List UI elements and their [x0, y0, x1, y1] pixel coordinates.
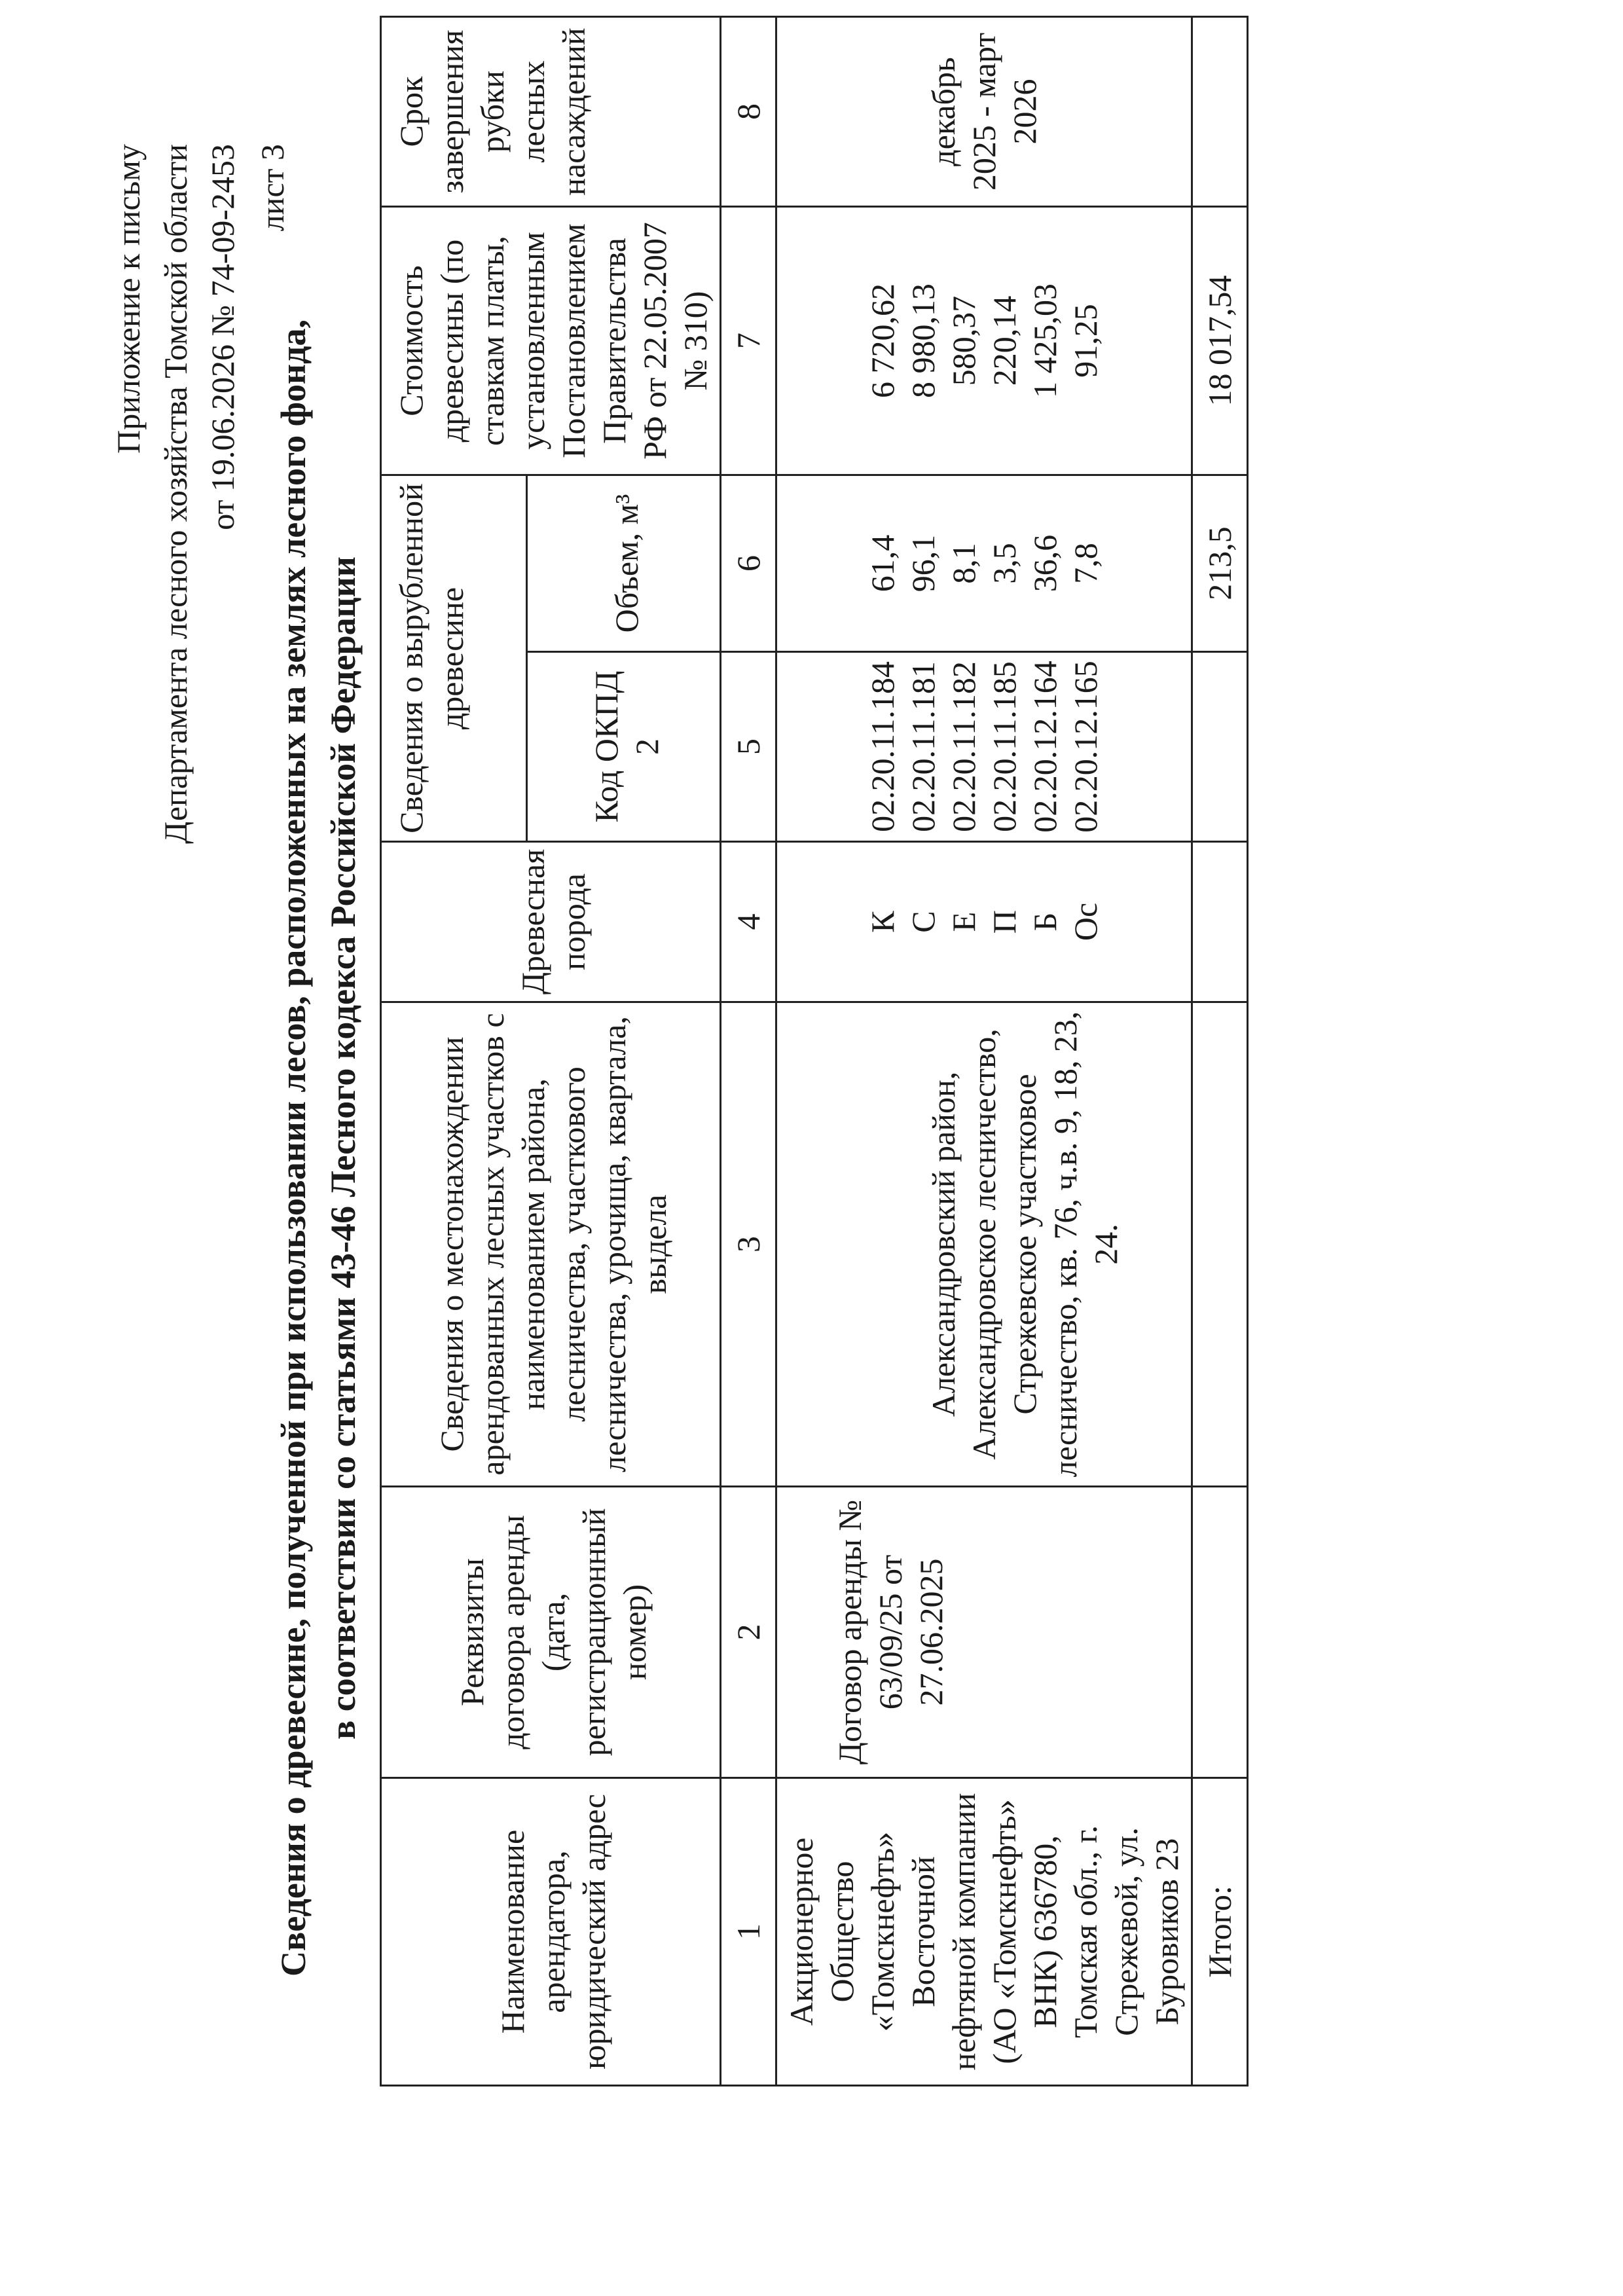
volume-cell	[776, 475, 1192, 652]
species-value: П	[986, 909, 1023, 934]
okpd-value: 02.20.12.165	[1067, 661, 1104, 833]
header-location: Сведения о местонахождении арендованных лесных участков с наименованием района, лесничества, участкового лесничества, урочища, квартала, выдела	[381, 1002, 721, 1487]
letter-attachment-header	[105, 144, 296, 844]
empty-cell	[1192, 842, 1248, 1002]
volume-value: 7,8	[1067, 543, 1104, 584]
volume-value: 96,1	[905, 534, 941, 592]
timber-info-table	[380, 16, 1249, 2086]
header-timber-group: Сведения о вырубленной древесине	[381, 475, 527, 842]
header-okpd: Код ОКПД 2	[527, 652, 721, 842]
cost-value: 220,14	[986, 295, 1023, 386]
volume-value: 3,5	[986, 543, 1023, 584]
volume-value: 8,1	[945, 543, 982, 584]
okpd-value: 02.20.11.181	[905, 661, 941, 832]
deadline-cell: декабрь 2025 - март 2026	[776, 17, 1192, 207]
contract-cell: Договор аренды № 63/09/25 от 27.06.2025	[776, 1487, 1192, 1778]
header-tenant: Наименование арендатора, юридический адрес	[381, 1778, 721, 2086]
species-value: С	[905, 911, 941, 933]
header-volume: Объем, м³	[527, 475, 721, 652]
cost-value: 8 980,13	[905, 283, 941, 398]
empty-cell	[1192, 652, 1248, 842]
species-value: Б	[1027, 912, 1063, 932]
column-number: 7	[721, 207, 776, 475]
total-label: Итого:	[1192, 1778, 1248, 2086]
total-row	[1192, 17, 1248, 2086]
volume-value: 36,6	[1027, 534, 1063, 592]
species-value: К	[864, 911, 901, 933]
species-value: Ос	[1067, 902, 1104, 941]
header-cost: Стоимость древесины (по ставкам платы, установленным Постановлением Правительства РФ от 22.05.2007 № 310)	[381, 207, 721, 475]
empty-cell	[1192, 17, 1248, 207]
header-species: Древесная порода	[381, 842, 721, 1002]
species-value: Е	[945, 911, 982, 932]
document-title	[268, 0, 368, 2296]
header-line-3: от 19.06.2026 № 74-09-2453	[204, 144, 241, 530]
column-number: 3	[721, 1002, 776, 1487]
empty-cell	[1192, 1002, 1248, 1487]
column-number: 8	[721, 17, 776, 207]
cost-cell	[776, 207, 1192, 475]
column-number: 5	[721, 652, 776, 842]
header-deadline: Срок завершения рубки лесных насаждений	[381, 17, 721, 207]
tenant-cell: Акционерное Общество «Томскнефть» Восточной нефтяной компании (АО «Томскнефть» ВНК) 636780, Томская обл., г. Стрежевой, ул. Буровиков 23	[776, 1778, 1192, 2086]
species-cell	[776, 842, 1192, 1002]
sheet-number: лист 3	[254, 144, 291, 232]
title-line-2: в соответствии со статьями 43-46 Лесного кодекса Российской Федерации	[323, 556, 363, 1740]
table-row	[776, 17, 1192, 2086]
header-line-1: Приложение к письму	[110, 144, 147, 454]
total-cost: 18 017,54	[1192, 207, 1248, 475]
okpd-value: 02.20.11.185	[986, 661, 1023, 832]
cost-value: 580,37	[945, 295, 982, 386]
okpd-value: 02.20.12.164	[1027, 661, 1063, 833]
cost-value: 1 425,03	[1027, 283, 1063, 398]
table-header-row-1	[381, 17, 527, 2086]
column-number-row	[721, 17, 776, 2086]
volume-value: 61,4	[864, 534, 901, 592]
cost-value: 6 720,62	[864, 283, 901, 398]
column-number: 1	[721, 1778, 776, 2086]
okpd-value: 02.20.11.182	[945, 661, 982, 832]
cost-value: 91,25	[1067, 304, 1104, 378]
column-number: 6	[721, 475, 776, 652]
okpd-value: 02.20.11.184	[864, 661, 901, 832]
header-line-2: Департамента лесного хозяйства Томской области	[157, 144, 194, 844]
title-line-1: Сведения о древесине, полученной при использовании лесов, расположенных на землях лесного фонда,	[274, 319, 313, 1977]
empty-cell	[1192, 1487, 1248, 1778]
location-cell: Александровский район, Александровское лесничество, Стрежевское участковое лесничество, кв. 76, ч.в. 9, 18, 23, 24.	[776, 1002, 1192, 1487]
total-volume: 213,5	[1192, 475, 1248, 652]
header-contract: Реквизиты договора аренды (дата, регистрационный номер)	[381, 1487, 721, 1778]
okpd-cell	[776, 652, 1192, 842]
column-number: 2	[721, 1487, 776, 1778]
column-number: 4	[721, 842, 776, 1002]
